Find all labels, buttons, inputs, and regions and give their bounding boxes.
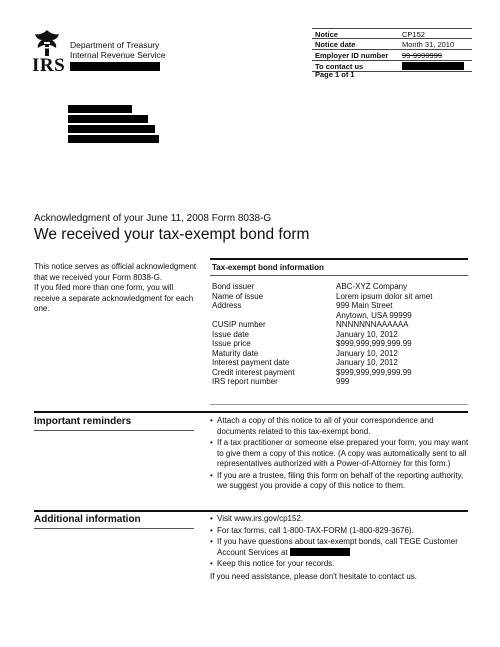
employer-id-label: Employer ID number: [315, 51, 389, 60]
row-value: Lorem ipsum dolor sit amet: [336, 291, 433, 301]
divider: [210, 275, 468, 276]
irs-logo: [32, 28, 66, 76]
bond-info-title: Tax-exempt bond information: [212, 263, 324, 272]
list-item: • Keep this notice for your records.: [210, 559, 472, 570]
bond-info-rows: [210, 282, 468, 387]
bond-info-panel: [210, 258, 468, 387]
section-divider: [34, 411, 468, 413]
cusip-row: [210, 320, 468, 330]
employer-id-row: [312, 50, 472, 61]
closing-text: If you need assistance, please don't hesitate to contact us.: [210, 571, 417, 581]
service-name: Internal Revenue Service: [70, 50, 166, 60]
additional-info-heading: Additional information: [34, 514, 141, 525]
notice-date-row: [312, 39, 472, 50]
address-row-2: [210, 311, 468, 321]
page-number: Page 1 of 1: [315, 70, 355, 79]
address-row: [210, 301, 468, 311]
row-label: Maturity date: [212, 348, 259, 358]
reminders-list: [210, 416, 472, 493]
employer-id-value: 99-9999999: [402, 51, 443, 60]
divider: [210, 258, 468, 260]
row-label: Bond issuer: [212, 282, 255, 291]
row-label: Name of issue: [212, 291, 264, 301]
list-item: • For tax forms, call 1-800-TAX-FORM (1-800-829-3676).: [210, 526, 472, 537]
acknowledgment-line: Acknowledgment of your June 11, 2008 Form 8038-G: [34, 213, 272, 224]
notice-date-value: Month 31, 2010: [402, 40, 455, 49]
contact-label: To contact us: [315, 62, 364, 71]
additional-info-list: [210, 514, 472, 582]
redacted-line: [68, 135, 159, 143]
interest-date-row: [210, 358, 468, 368]
redacted-address: [70, 62, 160, 71]
row-value: ABC-XYZ Company: [336, 282, 408, 291]
row-label: Issue date: [212, 329, 249, 339]
row-label: [210, 311, 336, 321]
redacted-line: [68, 115, 148, 123]
row-label: Credit interest payment: [212, 367, 295, 377]
redacted-line: [68, 105, 132, 113]
eagle-icon: [32, 28, 62, 58]
intro-paragraph: If you filed more than one form, you will receive a separate acknowledgment for each one.: [34, 283, 194, 313]
row-label: Address: [212, 301, 242, 310]
list-item: • Visit www.irs.gov/cp152.: [210, 514, 472, 525]
divider: [34, 430, 194, 431]
row-value: $999,999,999,999.99: [336, 339, 412, 348]
department-name: Department of Treasury: [70, 40, 160, 50]
notice-row: [312, 28, 472, 39]
row-value: January 10, 2012: [336, 329, 398, 339]
list-item: • If a tax practitioner or someone else prepared your form, you may want to give them a copy of this notice. (A copy was automatically sent to all representatives authorized with a Power-of-Attorney for this form.): [210, 438, 472, 470]
redacted-phone: [290, 548, 350, 556]
intro-paragraph: This notice serves as official acknowledgment that we received your Form 8038-G.: [34, 262, 197, 282]
issue-price-row: [210, 339, 468, 349]
agency-address: [70, 40, 165, 71]
issue-name-row: [210, 292, 468, 302]
list-item: • If you are a trustee, filing this form on behalf of the reporting authority, we suggest you provide a copy of this notice to them.: [210, 471, 472, 492]
row-label: IRS report number: [212, 377, 278, 386]
row-value: 999 Main Street: [336, 301, 393, 310]
reminders-heading: Important reminders: [34, 416, 132, 427]
row-value: 999: [336, 377, 350, 386]
row-value: NNNNNNNAAAAAA: [336, 320, 409, 329]
notice-date-label: Notice date: [315, 40, 356, 49]
maturity-date-row: [210, 349, 468, 359]
bond-issuer-row: [210, 282, 468, 292]
notice-value: CP152: [402, 30, 425, 39]
notice-info-box: [312, 28, 472, 72]
divider: [34, 528, 194, 529]
row-label: Issue price: [212, 339, 251, 348]
row-value: January 10, 2012: [336, 358, 398, 367]
intro-text: [34, 262, 199, 315]
issue-date-row: [210, 330, 468, 340]
redacted-phone: [402, 62, 464, 70]
list-item: [210, 537, 472, 558]
report-number-row: [210, 377, 468, 387]
row-value: Anytown, USA 99999: [336, 310, 412, 320]
page-title: We received your tax-exempt bond form: [34, 226, 310, 243]
irs-logo-text: IRS: [32, 55, 66, 76]
row-label: CUSIP number: [212, 320, 266, 329]
credit-interest-row: [210, 368, 468, 378]
row-value: $999,999,999,999.99: [336, 367, 412, 377]
row-value: January 10, 2012: [336, 348, 398, 358]
redacted-line: [68, 125, 155, 133]
notice-label: Notice: [315, 30, 338, 39]
tege-contact-text: If you have questions about tax-exempt bonds, call TEGE Customer Account Services at: [217, 537, 458, 557]
row-label: Interest payment date: [212, 358, 290, 367]
divider: [210, 404, 468, 405]
list-item: • Attach a copy of this notice to all of your correspondence and documents related to this tax-exempt bond.: [210, 416, 472, 437]
recipient-address: [68, 105, 159, 145]
section-divider: [34, 510, 468, 512]
